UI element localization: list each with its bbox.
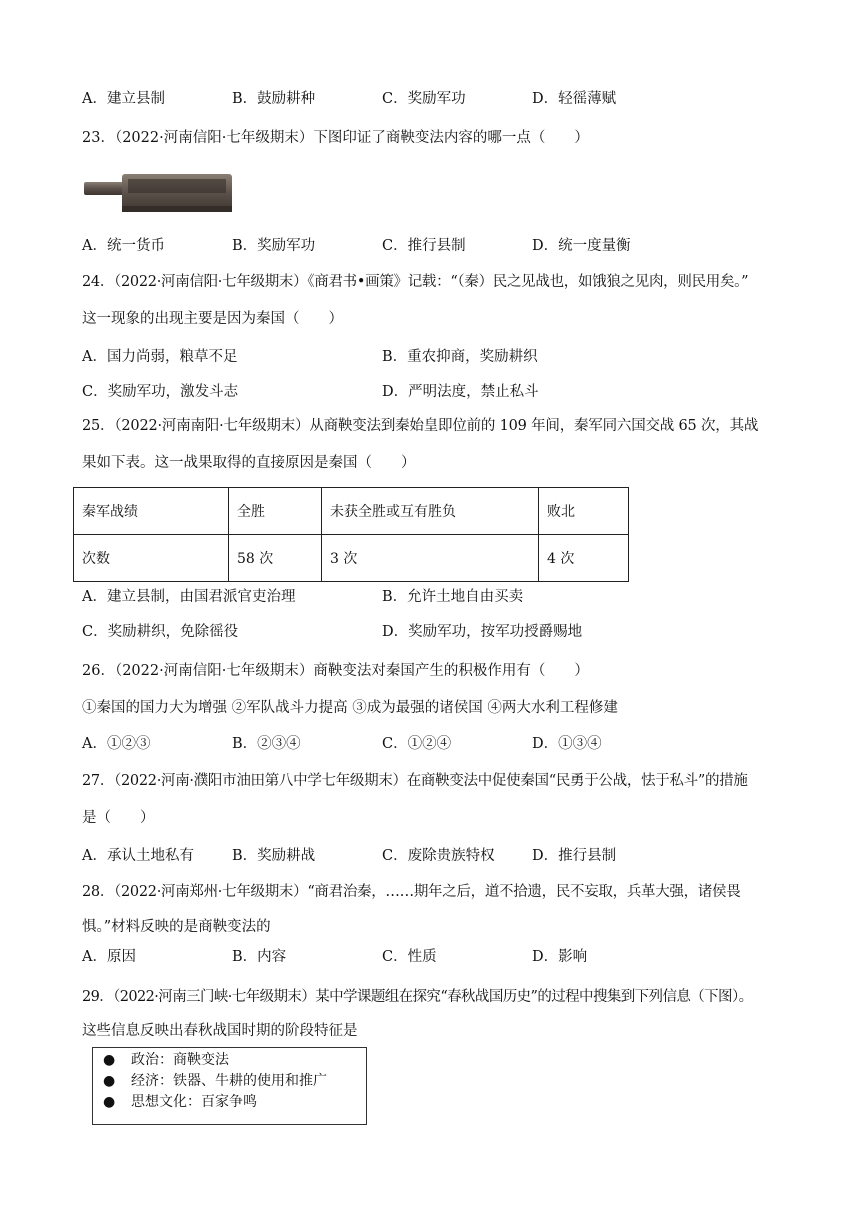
q24-option-a[interactable]: A．国力尚弱，粮草不足 <box>82 349 238 365</box>
bronze-measure-image <box>82 166 234 218</box>
q22-option-c[interactable]: C．奖励军功 <box>382 91 466 107</box>
bullet-text: 经济：铁器、牛耕的使用和推广 <box>131 1073 327 1089</box>
q23-option-b[interactable]: B．奖励军功 <box>232 238 316 254</box>
q22-options <box>82 89 782 109</box>
q27-stem-line1: 27．（2022·河南·濮阳市油田第八中学七年级期末）在商鞅变法中促使秦国“民勇于公战，怯于私斗”的措施 <box>82 773 748 789</box>
table-cell: 未获全胜或互有胜负 <box>322 488 539 535</box>
q26-items: ①秦国的国力大为增强 ②军队战斗力提高 ③成为最强的诸侯国 ④两大水利工程修建 <box>82 700 618 716</box>
bullet-text: 思想文化：百家争鸣 <box>131 1094 257 1110</box>
q29-stem-line1: 29．（2022·河南三门峡·七年级期末）某中学课题组在探究“春秋战国历史”的过程中搜集到下列信息（下图）。 <box>82 989 753 1005</box>
q28-stem-line2: 惧。”材料反映的是商鞅变法的 <box>82 919 271 935</box>
bullet-icon: ● <box>103 1073 116 1089</box>
q23-option-c[interactable]: C．推行县制 <box>382 238 466 254</box>
bullet-icon: ● <box>103 1094 116 1110</box>
q28-option-c[interactable]: C．性质 <box>382 949 437 965</box>
q26-stem: 26．（2022·河南信阳·七年级期末）商鞅变法对秦国产生的积极作用有（ ） <box>82 663 589 679</box>
q26-options <box>82 734 782 754</box>
q25-option-b[interactable]: B．允许土地自由买卖 <box>382 589 524 605</box>
q27-option-c[interactable]: C．废除贵族特权 <box>382 848 495 864</box>
q28-option-b[interactable]: B．内容 <box>232 949 287 965</box>
q25-option-d[interactable]: D．奖励军功，按军功授爵赐地 <box>382 624 583 640</box>
q24-option-b[interactable]: B．重农抑商，奖励耕织 <box>382 349 538 365</box>
table-cell: 次数 <box>74 535 229 582</box>
table-row <box>74 488 629 535</box>
bullet-text: 政治：商鞅变法 <box>131 1052 229 1068</box>
q22-option-d[interactable]: D．轻徭薄赋 <box>532 91 617 107</box>
table-cell: 58 次 <box>229 535 322 582</box>
q23-option-d[interactable]: D．统一度量衡 <box>532 238 631 254</box>
q22-option-a[interactable]: A．建立县制 <box>82 91 165 107</box>
q23-stem: 23．（2022·河南信阳·七年级期末）下图印证了商鞅变法内容的哪一点（ ） <box>82 130 589 146</box>
q25-option-c[interactable]: C．奖励耕织，免除徭役 <box>82 624 239 640</box>
bullet-icon: ● <box>103 1052 116 1068</box>
q24-options-row2 <box>82 382 782 402</box>
q23-option-a[interactable]: A．统一货币 <box>82 238 165 254</box>
q24-options-row1 <box>82 347 782 367</box>
q25-options-row1 <box>82 587 782 607</box>
q28-option-a[interactable]: A．原因 <box>82 949 136 965</box>
q24-stem-line1: 24．（2022·河南信阳·七年级期末）《商君书•画策》记载：“（秦）民之见战也，如饿狼之见肉，则民用矣。” <box>82 274 749 290</box>
q26-option-b[interactable]: B．②③④ <box>232 736 301 752</box>
table-cell: 全胜 <box>229 488 322 535</box>
q28-options <box>82 947 782 967</box>
q27-option-d[interactable]: D．推行县制 <box>532 848 617 864</box>
q24-option-d[interactable]: D．严明法度，禁止私斗 <box>382 384 539 400</box>
table-row <box>74 535 629 582</box>
q22-option-b[interactable]: B．鼓励耕种 <box>232 91 316 107</box>
q25-option-a[interactable]: A．建立县制，由国君派官吏治理 <box>82 589 296 605</box>
q27-stem-line2: 是（ ） <box>82 810 155 826</box>
table-cell: 秦军战绩 <box>74 488 229 535</box>
q25-results-table <box>73 487 629 582</box>
q28-option-d[interactable]: D．影响 <box>532 949 588 965</box>
table-cell: 3 次 <box>322 535 539 582</box>
q25-stem-line2: 果如下表。这一战果取得的直接原因是秦国（ ） <box>82 455 416 471</box>
table-cell: 败北 <box>539 488 629 535</box>
q26-option-d[interactable]: D．①③④ <box>532 736 602 752</box>
q25-stem-line1: 25．（2022·河南南阳·七年级期末）从商鞅变法到秦始皇即位前的 109 年间，秦军同六国交战 65 次，其战 <box>82 418 759 434</box>
q25-options-row2 <box>82 622 782 642</box>
q27-option-b[interactable]: B．奖励耕战 <box>232 848 316 864</box>
q27-options <box>82 846 782 866</box>
q28-stem-line1: 28．（2022·河南郑州·七年级期末）“商君治秦，……期年之后，道不拾遗，民不妄取，兵革大强，诸侯畏 <box>82 884 741 900</box>
q29-stem-line2: 这些信息反映出春秋战国时期的阶段特征是 <box>82 1023 358 1039</box>
q29-info-box <box>92 1047 367 1125</box>
q24-stem-line2: 这一现象的出现主要是因为秦国（ ） <box>82 311 343 327</box>
q26-option-c[interactable]: C．①②④ <box>382 736 452 752</box>
q26-option-a[interactable]: A．①②③ <box>82 736 151 752</box>
table-cell: 4 次 <box>539 535 629 582</box>
q23-options <box>82 236 782 256</box>
q27-option-a[interactable]: A．承认土地私有 <box>82 848 194 864</box>
q24-option-c[interactable]: C．奖励军功，激发斗志 <box>82 384 239 400</box>
